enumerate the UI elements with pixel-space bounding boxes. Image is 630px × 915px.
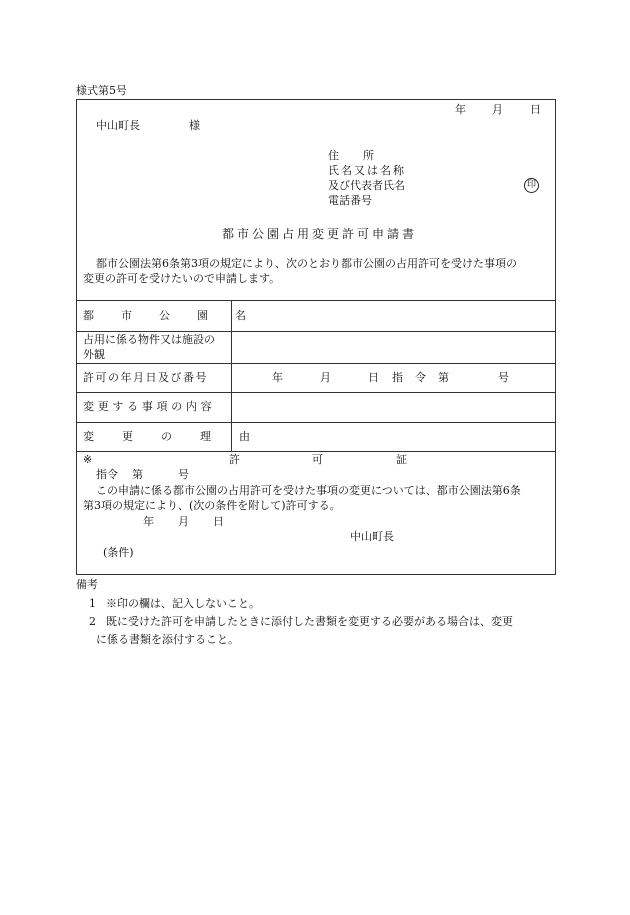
remark-2-text: 既に受けた許可を申請したときに添付した書類を変更する必要がある場合は、変更 [106,615,513,628]
permit-date-month: 月 [178,515,189,528]
form-number: 様式第5号 [76,84,127,97]
addressee-honorific: 様 [189,119,200,132]
table-top-line [76,300,556,301]
permit-month-label: 月 [320,371,331,384]
directive-label-3: 第 [438,371,449,384]
remark-2-number: 2 [89,615,96,628]
address-label-1: 住 [328,149,339,162]
name-label: 氏名又は名称 [328,164,406,177]
table-bottom-line [76,451,556,452]
facility-appearance-label-1: 占用に係る物件又は施設の [83,333,215,346]
date-month-label: 月 [492,103,503,116]
remark-1-text: ※印の欄は、記入しないこと。 [106,597,260,610]
table-row-divider [76,331,556,332]
address-label-2: 所 [363,149,374,162]
body-text-line-2: 変更の許可を受けたいので申請します。 [83,272,281,285]
directive-label-1: 指 [392,371,403,384]
date-day-label: 日 [530,103,541,116]
permit-date-number-label: 許可の年月日及び番号 [83,371,208,384]
permit-directive-dai: 第 [132,468,143,481]
representative-label: 及び代表者氏名 [328,179,405,192]
permit-signer: 中山町長 [350,530,394,543]
phone-label: 電話番号 [328,194,372,207]
permit-text-line-2: 第3項の規定により、(次の条件を附して)許可する。 [83,499,341,512]
remarks-heading: 備考 [76,578,98,591]
permit-year-label: 年 [272,371,283,384]
table-row-divider [76,363,556,364]
table-row-divider [76,422,556,423]
permit-heading-1: 許 [229,453,240,466]
permit-heading-2: 可 [312,453,323,466]
park-name-label: 都市公園名 [83,309,273,322]
remark-2-continuation: に係る書類を添付すること。 [96,633,239,646]
permit-date-year: 年 [143,515,154,528]
addressee-name: 中山町長 [96,119,140,132]
permit-directive-go: 号 [178,468,189,481]
change-reason-label: 変更の理由 [83,430,278,443]
permit-day-label: 日 [368,371,379,384]
permit-conditions: (条件) [103,546,134,559]
table-column-divider [231,300,232,451]
remark-1-number: 1 [89,597,96,610]
permit-date-day: 日 [213,515,224,528]
permit-heading-3: 証 [396,453,407,466]
body-text-line-1: 都市公園法第6条第3項の規定により、次のとおり都市公園の占用許可を受けた事項の [96,257,517,270]
office-use-mark: ※ [83,453,93,466]
facility-appearance-label-2: 外観 [83,348,105,361]
directive-number-label: 号 [498,371,509,384]
table-row-divider [76,392,556,393]
document-title: 都市公園占用変更許可申請書 [222,227,418,241]
directive-label-2: 令 [415,371,426,384]
change-content-label: 変更する事項の内容 [83,400,216,413]
permit-text-line-1: この申請に係る都市公園の占用許可を受けた事項の変更については、都市公園法第6条 [96,484,521,497]
permit-directive-label: 指令 [96,468,118,481]
seal-mark: 印 [524,178,539,193]
date-year-label: 年 [455,103,466,116]
